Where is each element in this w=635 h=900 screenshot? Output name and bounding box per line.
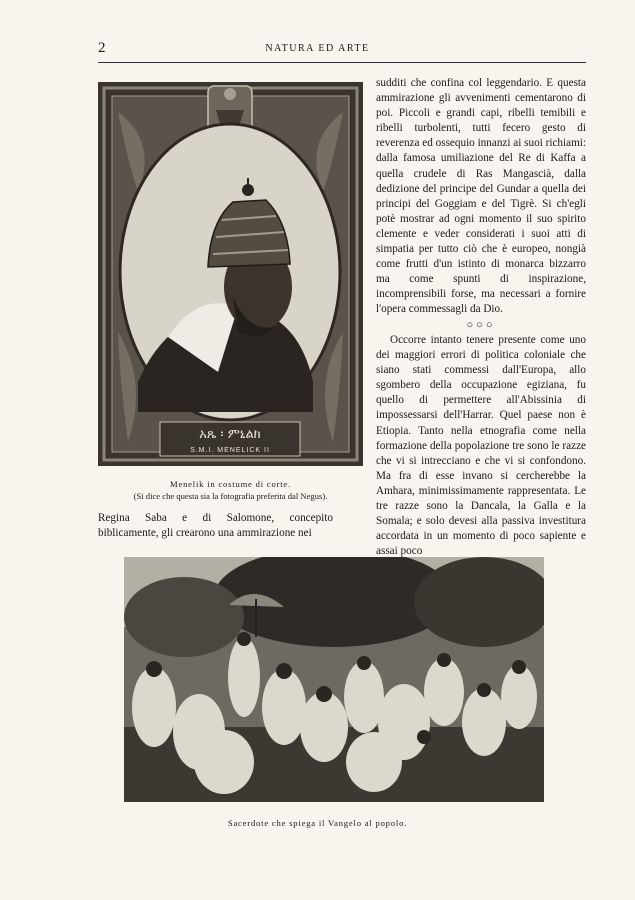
inscription-amharic: አጼ ፡ ምኒልክ: [199, 427, 261, 442]
running-head: NATURA ED ARTE: [265, 43, 370, 54]
portrait-caption-note: (Si dice che questa sia la fotografia preferita dal Negus).: [133, 491, 328, 501]
page-number: 2: [98, 40, 106, 56]
crowd-photo-drawing: [124, 557, 544, 802]
paragraph: sudditi che confina col leggendario. E questa ammirazione gli avvenimenti cementarono di poi. Piccoli e grandi capi, ribelli temibili e ribelli turbolenti, tutti fecero gesto di reverenza ed ossequio innanzi ai suoi richiami: dalla famosa umiliazione del Re di Kaffa a quella crudele di Ras Mangascià, dalla dedizione del principe del Gundar a quella dei principi del Goggiam e del Tigrè. Si ch'egli potè mostrar ad ogni momento il suo spirito clemente e veder considerati i suoi atti di simpatia per tutto ciò che è europeo, nongià come frutti d'un istinto di monarca bizzarro ma come spunti di inspirazione, incomprensibili forse, ma necessari a fornire l'opera commessagli da Dio.: [376, 77, 587, 316]
text-column-right-middle: [376, 333, 586, 559]
portrait-drawing: [98, 82, 363, 466]
portrait-caption: [98, 478, 363, 502]
text-column-right-top: [376, 76, 586, 318]
portrait-caption-title: Menelik in costume di corte.: [170, 479, 291, 489]
text-column-left-bottom: [98, 511, 333, 541]
header-rule: [98, 62, 586, 63]
paragraph: Regina Saba e di Salomone, concepito biblicamente, gli crearono una ammirazione nei: [98, 512, 333, 540]
section-ornament: ○○○: [466, 319, 496, 331]
crowd-photograph: [124, 557, 544, 802]
photo-caption: Sacerdote che spiega il Vangelo al popolo.: [227, 818, 408, 828]
paragraph: Occorre intanto tenere presente come uno dei maggiori errori di politica coloniale che siano stati commessi dall'Europa, allo sgombero della occupazione egiziana, fu quello di permettere all'Abissinia di impossessarsi dell'Harrar. Quel paese non è Etiopia. Tanto nella etnografia come nella formazione della popolazione tre sono le razze che vi si intrecciano e che vi si confondono. Ma fra di esse invano si cercherebbe la Amhara, minimissimamente rappresentata. Le tre razze sono la Dancala, la Galla e la Somala; e solo devesi alla passiva investitura accordata in un momento di poco sapiente e assai poco: [376, 334, 586, 558]
portrait-illustration: [98, 82, 363, 466]
inscription-latin: S.M.I. MENELICK II: [190, 447, 270, 454]
